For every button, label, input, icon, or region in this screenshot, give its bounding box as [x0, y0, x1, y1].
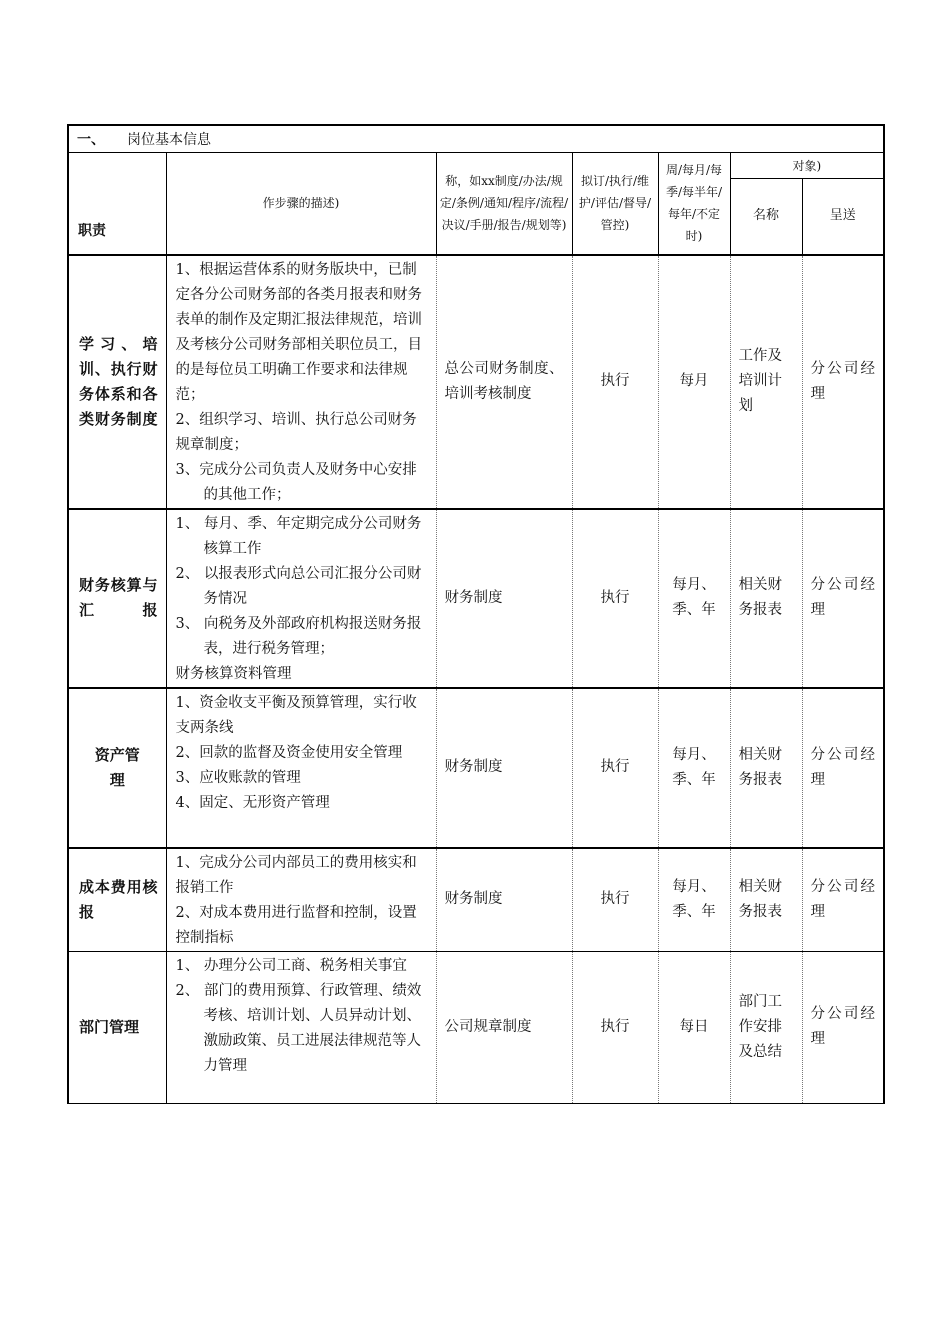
job-description-document [67, 124, 883, 1104]
step-item: 2、对成本费用进行监督和控制，设置控制指标 [175, 904, 417, 946]
basis-cell: 财务制度 [436, 688, 572, 848]
name-cell: 部门工作安排及总结 [730, 951, 802, 1103]
section-title-text: 岗位基本信息 [127, 132, 211, 148]
header-steps: 作步骤的描述) [166, 153, 436, 255]
role-cell: 执行 [572, 509, 658, 688]
step-item: 财务核算资料管理 [175, 665, 292, 682]
name-cell: 工作及培训计划 [730, 255, 802, 509]
step-item: 1、完成分公司内部员工的费用核实和报销工作 [175, 854, 417, 896]
step-item: 1、 办理分公司工商、税务相关事宜 [175, 957, 407, 974]
submit-cell: 分公司经理 [802, 255, 884, 509]
step-item: 4、固定、无形资产管理 [175, 794, 330, 811]
basis-cell: 财务制度 [436, 848, 572, 952]
basis-cell: 财务制度 [436, 509, 572, 688]
submit-cell: 分公司经理 [802, 848, 884, 952]
duty-table [67, 124, 885, 1104]
duty-cell: 财务核算与汇报 [68, 509, 166, 688]
submit-cell: 分公司经理 [802, 688, 884, 848]
basis-cell: 总公司财务制度、培训考核制度 [436, 255, 572, 509]
name-cell: 相关财务报表 [730, 509, 802, 688]
step-item: 1、资金收支平衡及预算管理，实行收支两条线 [175, 694, 417, 736]
role-cell: 执行 [572, 255, 658, 509]
table-row [68, 509, 884, 688]
table-row [68, 688, 884, 848]
header-target: 对象) [730, 153, 884, 179]
steps-cell [166, 951, 436, 1103]
duty-cell: 学习、培训、执行财务体系和各类财务制度 [68, 255, 166, 509]
frequency-cell: 每月、季、年 [658, 848, 730, 952]
step-item: 2、 部门的费用预算、行政管理、绩效考核、培训计划、人员异动计划、激励政策、员工进展法律规范等人力管理 [175, 982, 422, 1074]
submit-cell: 分公司经理 [802, 951, 884, 1103]
duty-cell: 资产管理 [68, 688, 166, 848]
frequency-cell: 每日 [658, 951, 730, 1103]
frequency-cell: 每月、季、年 [658, 509, 730, 688]
duty-cell: 成本费用核报 [68, 848, 166, 952]
step-item: 2、组织学习、培训、执行总公司财务规章制度； [175, 411, 417, 453]
frequency-cell: 每月 [658, 255, 730, 509]
table-row [68, 951, 884, 1103]
step-item: 1、 每月、季、年定期完成分公司财务核算工作 [175, 515, 422, 557]
header-duty: 职责 [68, 153, 166, 255]
table-row [68, 255, 884, 509]
step-item: 2、回款的监督及资金使用安全管理 [175, 744, 403, 761]
section-title [68, 125, 884, 153]
steps-cell [166, 848, 436, 952]
header-role: 拟订/执行/维护/评估/督导/管控) [572, 153, 658, 255]
step-item: 3、 向税务及外部政府机构报送财务报表，进行税务管理； [175, 615, 422, 657]
step-item: 2、 以报表形式向总公司汇报分公司财务情况 [175, 565, 422, 607]
steps-cell [166, 688, 436, 848]
section-title-row [68, 125, 884, 153]
steps-cell [166, 509, 436, 688]
header-frequency: 周/每月/每季/每半年/每年/不定时) [658, 153, 730, 255]
header-basis: 称，如xx制度/办法/规定/条例/通知/程序/流程/决议/手册/报告/规划等) [436, 153, 572, 255]
name-cell: 相关财务报表 [730, 688, 802, 848]
role-cell: 执行 [572, 951, 658, 1103]
submit-cell: 分公司经理 [802, 509, 884, 688]
section-number: 一、 [77, 132, 105, 148]
header-submit: 呈送 [802, 179, 884, 255]
role-cell: 执行 [572, 688, 658, 848]
header-row-1 [68, 153, 884, 179]
step-item: 3、应收账款的管理 [175, 769, 301, 786]
steps-cell [166, 255, 436, 509]
role-cell: 执行 [572, 848, 658, 952]
name-cell: 相关财务报表 [730, 848, 802, 952]
table-row [68, 848, 884, 952]
step-item: 1、根据运营体系的财务版块中，已制定各分公司财务部的各类月报表和财务表单的制作及定期汇报法律规范，培训及考核分公司财务部相关职位员工，目的是每位员工明确工作要求和法律规范； [175, 261, 422, 403]
duty-cell: 部门管理 [68, 951, 166, 1103]
basis-cell: 公司规章制度 [436, 951, 572, 1103]
frequency-cell: 每月、季、年 [658, 688, 730, 848]
step-item: 3、完成分公司负责人及财务中心安排的其他工作； [175, 461, 417, 503]
header-name: 名称 [730, 179, 802, 255]
